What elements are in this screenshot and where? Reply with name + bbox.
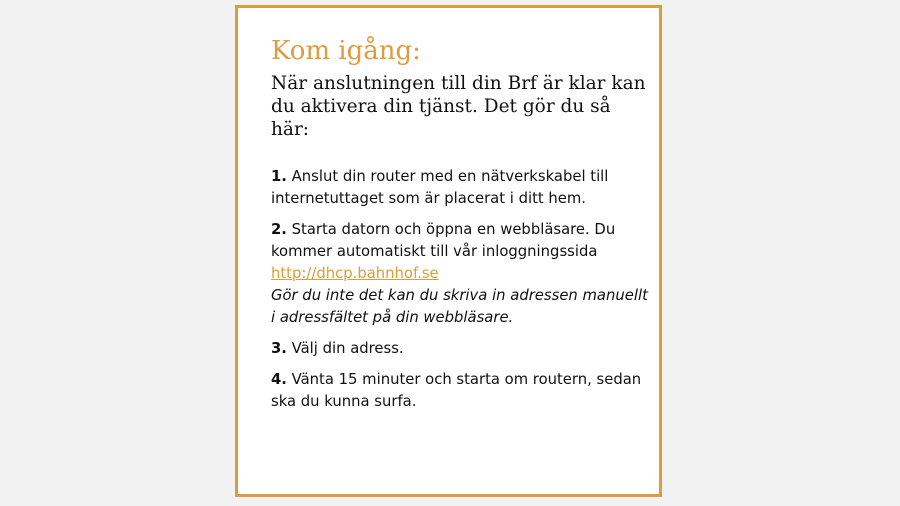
intro-text: När anslutningen till din Brf är klar kan du aktivera din tjänst. Det gör du så här: [271, 73, 646, 140]
login-page-link[interactable]: http://dhcp.bahnhof.se [271, 265, 439, 282]
step-number: 4. [271, 371, 287, 388]
step-3 [271, 338, 651, 360]
info-card [235, 5, 662, 497]
step-text: Starta datorn och öppna en webbläsare. Du kommer automatiskt till vår inloggningssida [271, 221, 616, 260]
step-text: Vänta 15 minuter och starta om routern, sedan ska du kunna surfa. [271, 371, 642, 410]
step-number: 3. [271, 340, 287, 357]
step-text: Välj din adress. [291, 340, 404, 357]
step-note: Gör du inte det kan du skriva in adressen manuellt i adressfältet på din webbläsare. [271, 287, 648, 326]
step-text: Anslut din router med en nätverkskabel till internetuttaget som är placerat i ditt hem. [271, 168, 609, 207]
step-2 [271, 219, 651, 329]
step-number: 2. [271, 221, 287, 238]
step-number: 1. [271, 168, 287, 185]
step-1 [271, 166, 651, 210]
steps-list [271, 166, 651, 422]
card-title: Kom igång: [271, 36, 421, 66]
step-4 [271, 369, 651, 413]
